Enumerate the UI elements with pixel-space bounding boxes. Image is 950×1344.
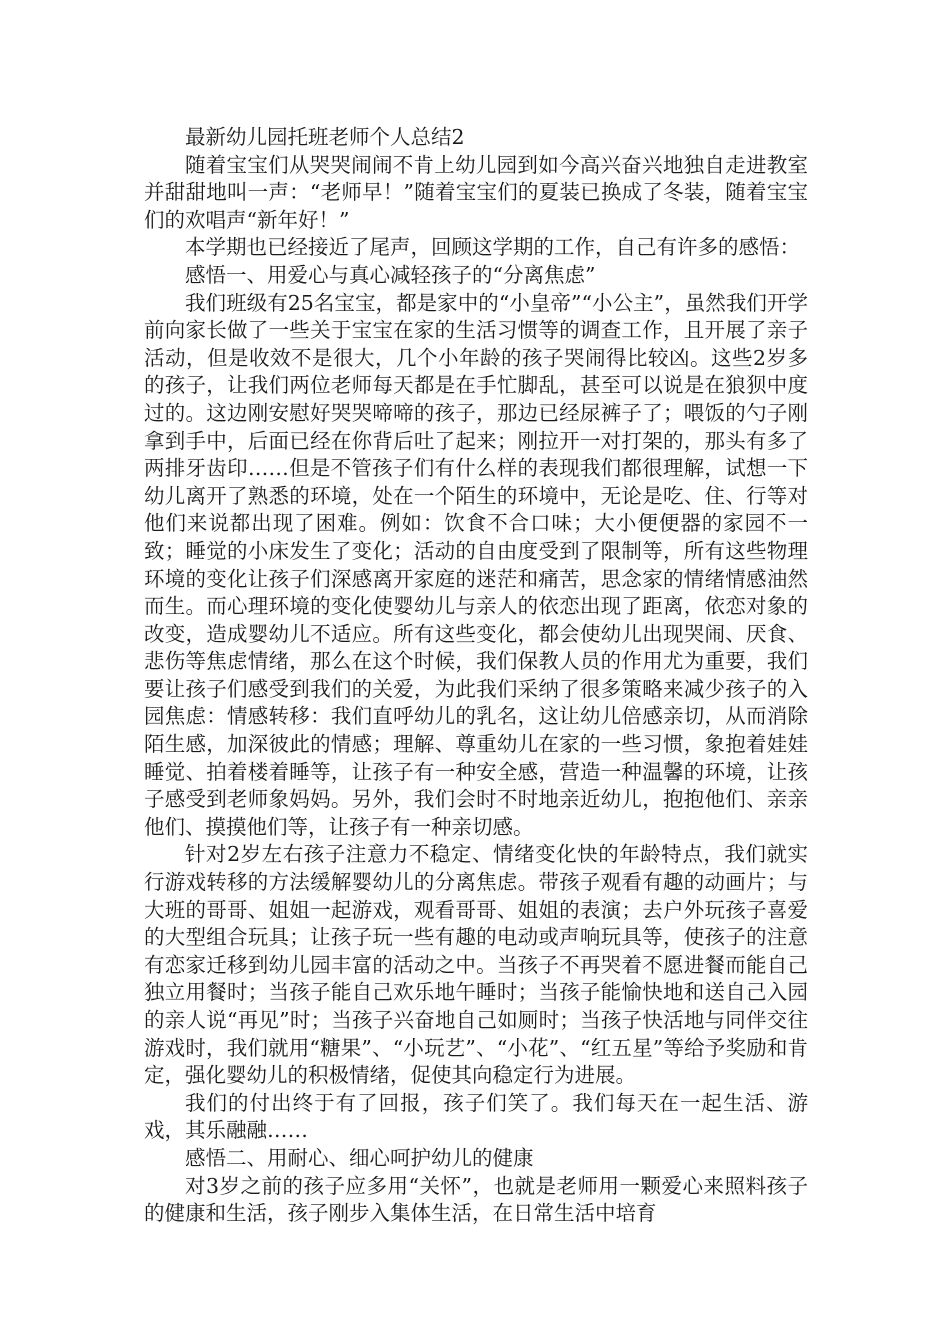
paragraph-health-care: 对3岁之前的孩子应多用“关怀”，也就是老师用一颗爱心来照料孩子的健康和生活，孩子刚步入集体生活，在日常生活中培育 <box>144 1173 808 1226</box>
paragraph-semester: 本学期也已经接近了尾声，回顾这学期的工作，自己有许多的感悟： <box>185 235 800 260</box>
document-title: 最新幼儿园托班老师个人总结2 <box>185 125 465 149</box>
paragraph-separation-anxiety: 我们班级有25名宝宝，都是家中的“小皇帝”“小公主”，虽然我们开学前向家长做了一些关于宝宝在家的生活习惯等的调查工作，且开展了亲子活动，但是收效不是很大，几个小年龄的孩子哭闹得比较凶。这些2岁多的孩子，让我们两位老师每天都是在手忙脚乱，甚至可以说是在狼狈中度过的。这边刚安慰好哭哭啼啼的孩子，那边已经尿裤子了；喂饭的勺子刚拿到手中，后面已经在你背后吐了起来；刚拉开一对打架的，那头有多了两排牙齿印……但是不管孩子们有什么样的表现我们都很理解，试想一下幼儿离开了熟悉的环境，处在一个陌生的环境中，无论是吃、住、行等对他们来说都出现了困难。例如：饮食不合口味；大小便便器的家园不一致；睡觉的小床发生了变化；活动的自由度受到了限制等，所有这些物理环境的变化让孩子们深感离开家庭的迷茫和痛苦，思念家的情绪情感油然而生。而心理环境的变化使婴幼儿与亲人的依恋出现了距离，依恋对象的改变，造成婴幼儿不适应。所有这些变化，都会使幼儿出现哭闹、厌食、悲伤等焦虑情绪，那么在这个时候，我们保教人员的作用尤为重要，我们要让孩子们感受到我们的关爱，为此我们采纳了很多策略来减少孩子的入园焦虑：情感转移：我们直呼幼儿的乳名，这让幼儿倍感亲切，从而消除陌生感，加深彼此的情感；理解、尊重幼儿在家的一些习惯，象抱着娃娃睡觉、拍着楼着睡等，让孩子有一种安全感，营造一种温馨的环境，让孩子感受到老师象妈妈。另外，我们会时不时地亲近幼儿，抱抱他们、亲亲他们、摸摸他们等，让孩子有一种亲切感。 <box>144 290 808 839</box>
paragraph-intro: 随着宝宝们从哭哭闹闹不肯上幼儿园到如今高兴奋兴地独自走进教室并甜甜地叫一声：“老师早！”随着宝宝们的夏装已换成了冬装，随着宝宝们的欢唱声“新年好！” <box>144 152 808 232</box>
section-heading-1: 感悟一、用爱心与真心减轻孩子的“分离焦虑” <box>185 262 596 287</box>
section-heading-2: 感悟二、用耐心、细心呵护幼儿的健康 <box>185 1145 534 1170</box>
paragraph-reward: 我们的付出终于有了回报，孩子们笑了。我们每天在一起生活、游戏，其乐融融…… <box>144 1090 808 1143</box>
document-body <box>144 124 808 1228</box>
paragraph-game-transfer: 针对2岁左右孩子注意力不稳定、情绪变化快的年龄特点，我们就实行游戏转移的方法缓解婴幼儿的分离焦虑。带孩子观看有趣的动画片；与大班的哥哥、姐姐一起游戏，观看哥哥、姐姐的表演；去户外玩孩子喜爱的大型组合玩具；让孩子玩一些有趣的电动或声响玩具等，使孩子的注意有恋家迁移到幼儿园丰富的活动之中。当孩子不再哭着不愿进餐而能自己独立用餐时；当孩子能自己欢乐地午睡时；当孩子能愉快地和送自己入园的亲人说“再见”时；当孩子兴奋地自己如厕时；当孩子快活地与同伴交往游戏时，我们就用“糖果”、“小玩艺”、“小花”、“红五星”等给予奖励和肯定，强化婴幼儿的积极情绪，促使其向稳定行为进展。 <box>144 842 808 1088</box>
